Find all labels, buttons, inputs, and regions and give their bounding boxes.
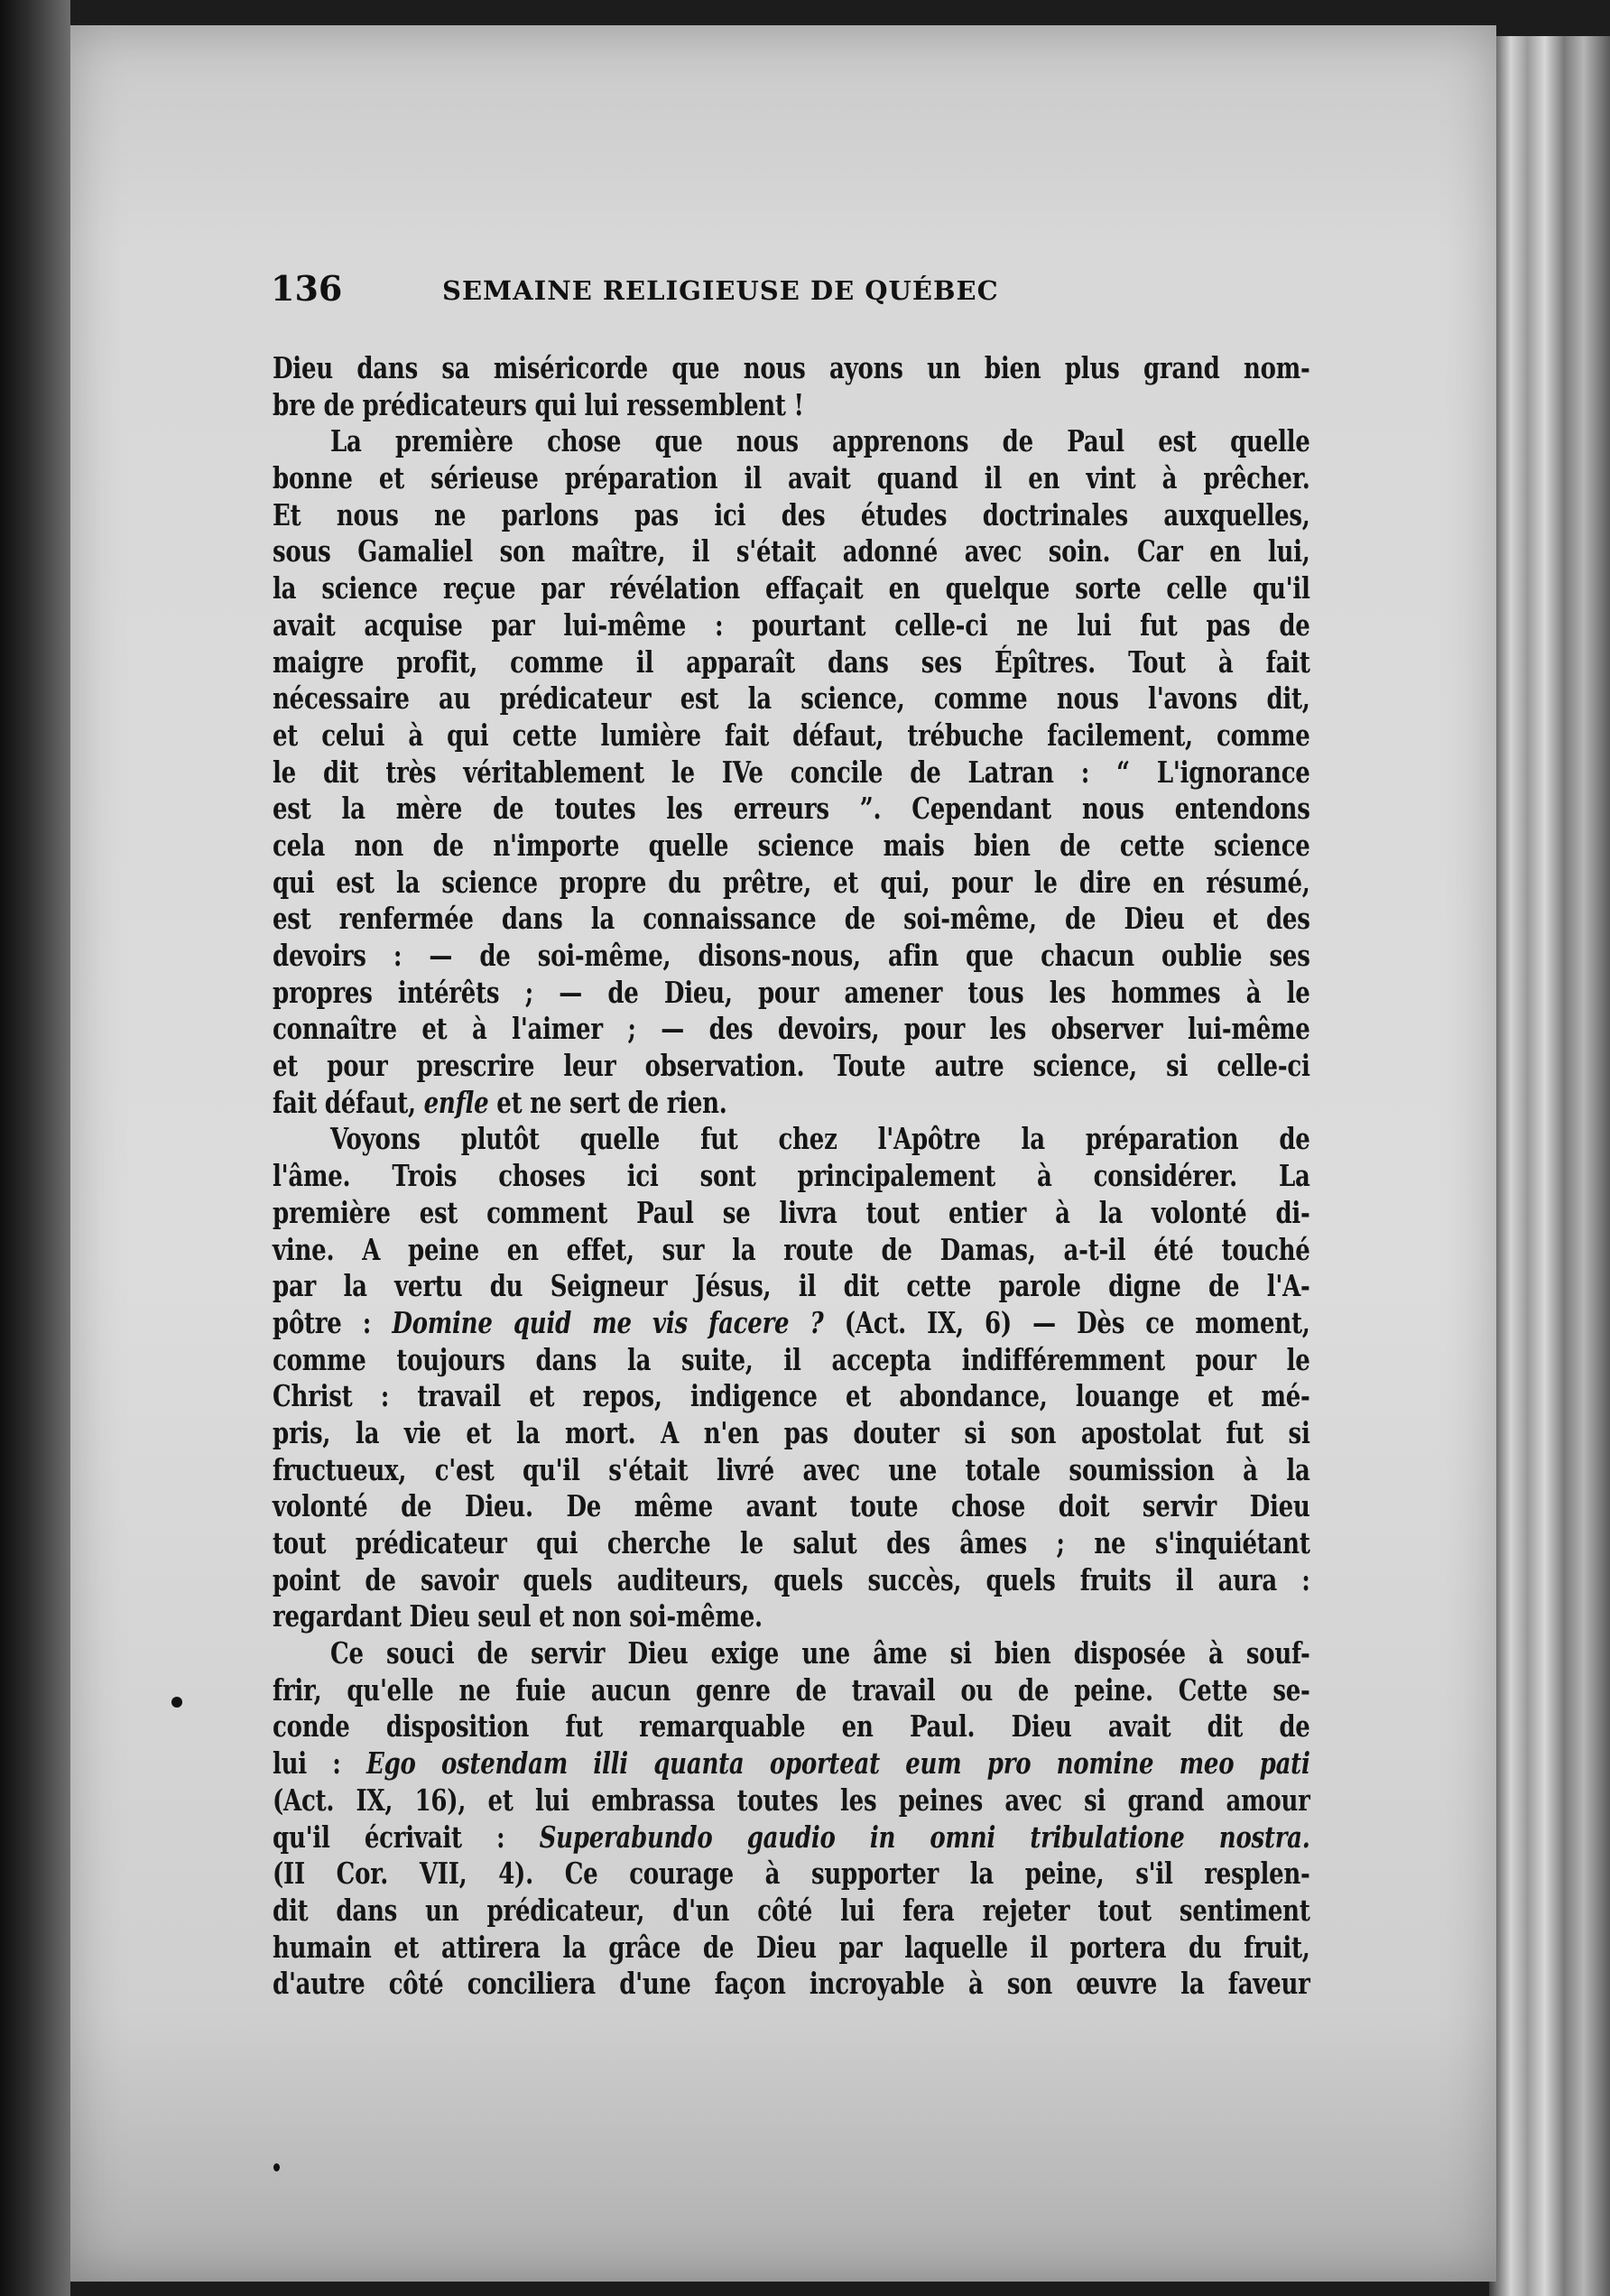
text-line: comme toujours dans la suite, il accepta indifféremment pour le xyxy=(273,1341,1310,1377)
italic-phrase: Superabundo gaudio in omni tribulatione nostra. xyxy=(539,1819,1310,1855)
page-stack-edge xyxy=(1489,36,1610,2296)
text-line: Christ : travail et repos, indigence et abondance, louange et mé- xyxy=(273,1378,1310,1414)
text-line: (Act. IX, 16), et lui embrassa toutes les peines avec si grand amour xyxy=(273,1782,1310,1818)
text-line: fructueux, c'est qu'il s'était livré avec une totale soumission à la xyxy=(273,1451,1310,1487)
text-line: et celui à qui cette lumière fait défaut, trébuche facilement, comme xyxy=(273,717,1310,753)
text-line: regardant Dieu seul et non soi-même. xyxy=(273,1598,763,1634)
text-line: (II Cor. VII, 4). Ce courage à supporter la peine, s'il resplen- xyxy=(273,1856,1310,1892)
text-line: lui : Ego ostendam illi quanta oporteat eum pro nomine meo pati xyxy=(273,1745,1310,1782)
text-line: fait défaut, enfle et ne sert de rien. xyxy=(273,1084,727,1120)
italic-phrase: Ego ostendam illi quanta oporteat eum pro nomine meo pati xyxy=(365,1745,1310,1782)
page-number: 136 xyxy=(271,268,343,309)
italic-phrase: Domine quid me vis facere ? xyxy=(392,1304,824,1340)
text-line: est la mère de toutes les erreurs ”. Cependant nous entendons xyxy=(273,791,1310,827)
text-line: pôtre : Domine quid me vis facere ? (Act. IX, 6) — Dès ce moment, xyxy=(273,1304,1310,1340)
text-line: sous Gamaliel son maître, il s'était adonné avec soin. Car en lui, xyxy=(273,533,1310,569)
text-line: par la vertu du Seigneur Jésus, il dit cette parole digne de l'A- xyxy=(273,1268,1310,1304)
text-line: volonté de Dieu. De même avant toute chose doit servir Dieu xyxy=(273,1488,1310,1524)
text-line: dit dans un prédicateur, d'un côté lui fera rejeter tout sentiment xyxy=(273,1892,1310,1928)
ink-speck xyxy=(171,1697,182,1708)
text-line: Ce souci de servir Dieu exige une âme si bien disposée à souf- xyxy=(330,1635,1310,1671)
text-line: point de savoir quels auditeurs, quels succès, quels fruits il aura : xyxy=(273,1561,1310,1597)
body-text xyxy=(273,350,1310,2003)
text-line: l'âme. Trois choses ici sont principalement à considérer. La xyxy=(273,1158,1310,1194)
text-line: devoirs : — de soi-même, disons-nous, afin que chacun oublie ses xyxy=(273,938,1310,973)
scan-border-left xyxy=(0,0,70,2296)
text-line: humain et attirera la grâce de Dieu par laquelle il portera du fruit, xyxy=(273,1929,1310,1965)
text-line: propres intérêts ; — de Dieu, pour amener tous les hommes à le xyxy=(273,974,1310,1010)
text-line: avait acquise par lui-même : pourtant celle-ci ne lui fut pas de xyxy=(273,606,1310,643)
text-line: qu'il écrivait : Superabundo gaudio in omni tribulatione nostra. xyxy=(273,1819,1310,1855)
text-line: conde disposition fut remarquable en Paul. Dieu avait dit de xyxy=(273,1708,1310,1745)
text-line: tout prédicateur qui cherche le salut des âmes ; ne s'inquiétant xyxy=(273,1525,1310,1560)
text-line: Et nous ne parlons pas ici des études doctrinales auxquelles, xyxy=(273,496,1310,532)
text-line: qui est la science propre du prêtre, et qui, pour le dire en résumé, xyxy=(273,864,1310,900)
text-line: Dieu dans sa miséricorde que nous ayons un bien plus grand nom- xyxy=(273,350,1310,385)
text-line: bonne et sérieuse préparation il avait quand il en vint à prêcher. xyxy=(273,460,1310,496)
text-line: nécessaire au prédicateur est la science, comme nous l'avons dit, xyxy=(273,680,1310,717)
text-line: pris, la vie et la mort. A n'en pas douter si son apostolat fut si xyxy=(273,1414,1310,1450)
text-line: est renfermée dans la connaissance de soi-même, de Dieu et des xyxy=(273,901,1310,937)
text-line: le dit très véritablement le IVe concile de Latran : “ L'ignorance xyxy=(273,754,1310,790)
text-line: cela non de n'importe quelle science mais bien de cette science xyxy=(273,827,1310,863)
text-line: connaître et à l'aimer ; — des devoirs, pour les observer lui-même xyxy=(273,1011,1310,1047)
text-line: La première chose que nous apprenons de Paul est quelle xyxy=(330,423,1310,459)
text-line: maigre profit, comme il apparaît dans ses Épîtres. Tout à fait xyxy=(273,643,1310,680)
text-line: d'autre côté conciliera d'une façon incroyable à son œuvre la faveur xyxy=(273,1966,1310,2002)
text-line: Voyons plutôt quelle fut chez l'Apôtre la préparation de xyxy=(330,1121,1310,1157)
text-line: bre de prédicateurs qui lui ressemblent ! xyxy=(273,386,804,422)
running-head: SEMAINE RELIGIEUSE DE QUÉBEC xyxy=(442,275,999,306)
text-line: première est comment Paul se livra tout entier à la volonté di- xyxy=(273,1194,1310,1230)
text-line: et pour prescrire leur observation. Toute autre science, si celle-ci xyxy=(273,1048,1310,1084)
text-line: la science reçue par révélation effaçait en quelque sorte celle qu'il xyxy=(273,570,1310,606)
italic-phrase: enfle xyxy=(423,1084,489,1120)
text-line: vine. A peine en effet, sur la route de Damas, a-t-il été touché xyxy=(273,1231,1310,1267)
text-line: frir, qu'elle ne fuie aucun genre de travail ou de peine. Cette se- xyxy=(273,1671,1310,1708)
ink-speck xyxy=(273,2163,280,2171)
